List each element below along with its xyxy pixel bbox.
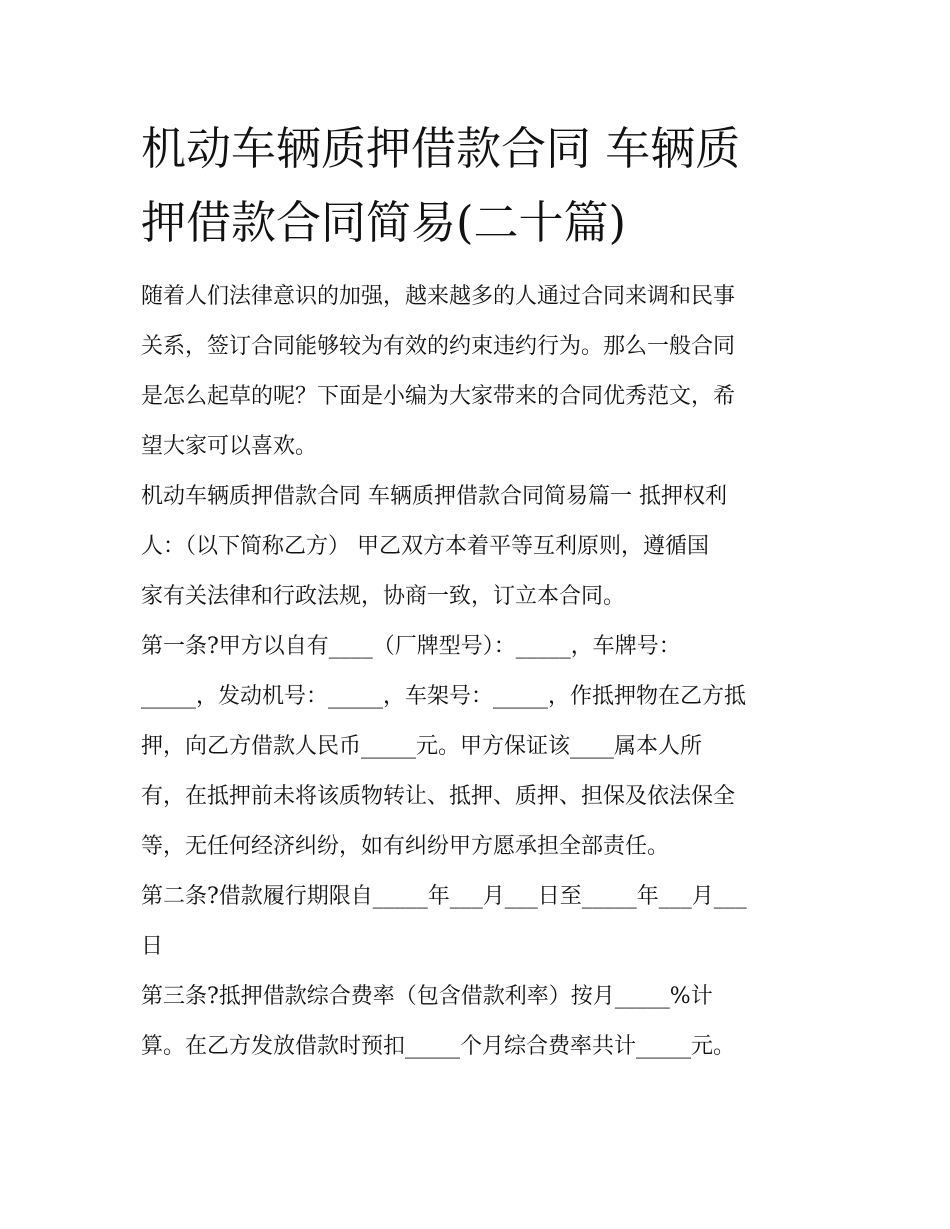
- text-line: 机动车辆质押借款合同 车辆质押借款合同简易篇一 抵押权利: [141, 484, 727, 509]
- text-line: 等，无任何经济纠纷，如有纠纷甲方愿承担全部责任。: [141, 834, 670, 859]
- text-line: 是怎么起草的呢？下面是小编为大家带来的合同优秀范文，希: [141, 384, 736, 409]
- text-line: 第一条?甲方以自有____（厂牌型号）：_____，车牌号：: [141, 634, 681, 659]
- text-line: 日: [141, 934, 164, 959]
- text-line: 有，在抵押前未将该质物转让、抵押、质押、担保及依法保全: [141, 784, 736, 809]
- text-line: 随着人们法律意识的加强，越来越多的人通过合同来调和民事: [141, 284, 736, 309]
- document-content: [141, 112, 816, 1072]
- text-line: 望大家可以喜欢。: [141, 434, 318, 459]
- intro-paragraph: [141, 272, 816, 472]
- article-two-paragraph: [141, 872, 816, 972]
- text-line: 关系，签订合同能够较为有效的约束违约行为。那么一般合同: [141, 334, 736, 359]
- document-title: [141, 112, 816, 260]
- text-line: 第三条?抵押借款综合费率（包含借款利率）按月_____%计: [141, 984, 713, 1009]
- title-line: 机动车辆质押借款合同 车辆质: [141, 122, 741, 175]
- document-body: [141, 272, 816, 1072]
- text-line: 人：（以下简称乙方） 甲乙双方本着平等互利原则，遵循国: [141, 534, 709, 559]
- text-line: 第二条?借款履行期限自_____年___月___日至_____年___月___: [141, 884, 747, 909]
- contract-parties-paragraph: [141, 472, 816, 622]
- text-line: 押，向乙方借款人民币_____元。甲方保证该____属本人所: [141, 734, 703, 759]
- article-three-paragraph: [141, 972, 816, 1072]
- text-line: _____，发动机号：_____，车架号：_____，作抵押物在乙方抵: [141, 684, 747, 709]
- article-one-paragraph: [141, 622, 816, 872]
- text-line: 家有关法律和行政法规，协商一致，订立本合同。: [141, 584, 626, 609]
- title-line: 押借款合同简易(二十篇): [141, 196, 627, 249]
- text-line: 算。在乙方发放借款时预扣_____个月综合费率共计_____元。: [141, 1034, 736, 1059]
